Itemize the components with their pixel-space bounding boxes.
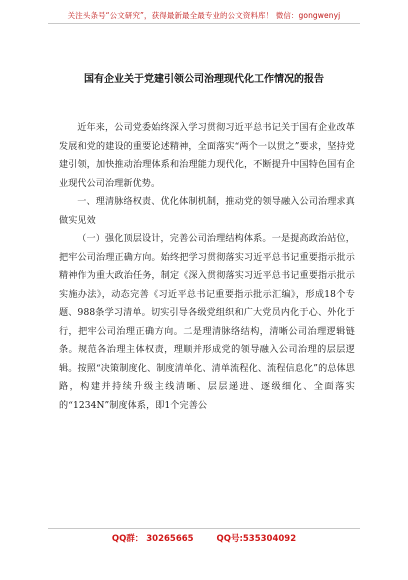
paragraph-subsection-1: （一）强化顶层设计，完善公司治理结构体系。一是提高政治站位，把牢公司治理正确方向。始终把学习贯彻落实习近平总书记重要指示批示精神作为重大政治任务，制定《深入贯彻落实习近平总书记重要指示批示实施办法》，动态完善《习近平总书记重要指示批示汇编》，形成18个专题、988条学习清单。切实引导各级党组织和广大党员内化于心、外化于行，把牢公司治理正确方向。二是理清脉络结构，清晰公司治理逻辑链条。规范各治理主体权责，理顺并形成党的领导融入公司治理的层层逻辑。按照“决策制度化、制度清单化、清单流程化、流程信息化”的总体思路，构建并持续升级主线清晰、层层递进、逐级细化、全面落实的“1234N”制度体系，即1个完善公 <box>59 234 355 411</box>
footer-contact <box>0 532 408 544</box>
document-body <box>59 119 355 415</box>
header-banner: 关注头条号“公文研究”，获得最新最全最专业的公文资料库！ 微信：gongwenyj <box>67 11 341 20</box>
section-heading-1: 一、理清脉络权责、优化体制机制，推动党的领导融入公司治理求真做实见效 <box>59 197 355 226</box>
document-title: 国有企业关于党建引领公司治理现代化工作情况的报告 <box>84 74 324 85</box>
footer-qq-group: QQ群： 30265665 <box>111 534 194 544</box>
header-divider <box>48 23 360 24</box>
footer-qq-number: QQ号:535304092 <box>216 534 297 544</box>
paragraph-intro: 近年来，公司党委始终深入学习贯彻习近平总书记关于国有企业改革发展和党的建设的重要论述精神，全面落实“两个一以贯之”要求，坚持党建引领，加快推动治理体系和治理能力现代化，不断提升中国特色国有企业现代公司治理新优势。 <box>59 123 355 189</box>
footer-divider <box>48 528 360 529</box>
